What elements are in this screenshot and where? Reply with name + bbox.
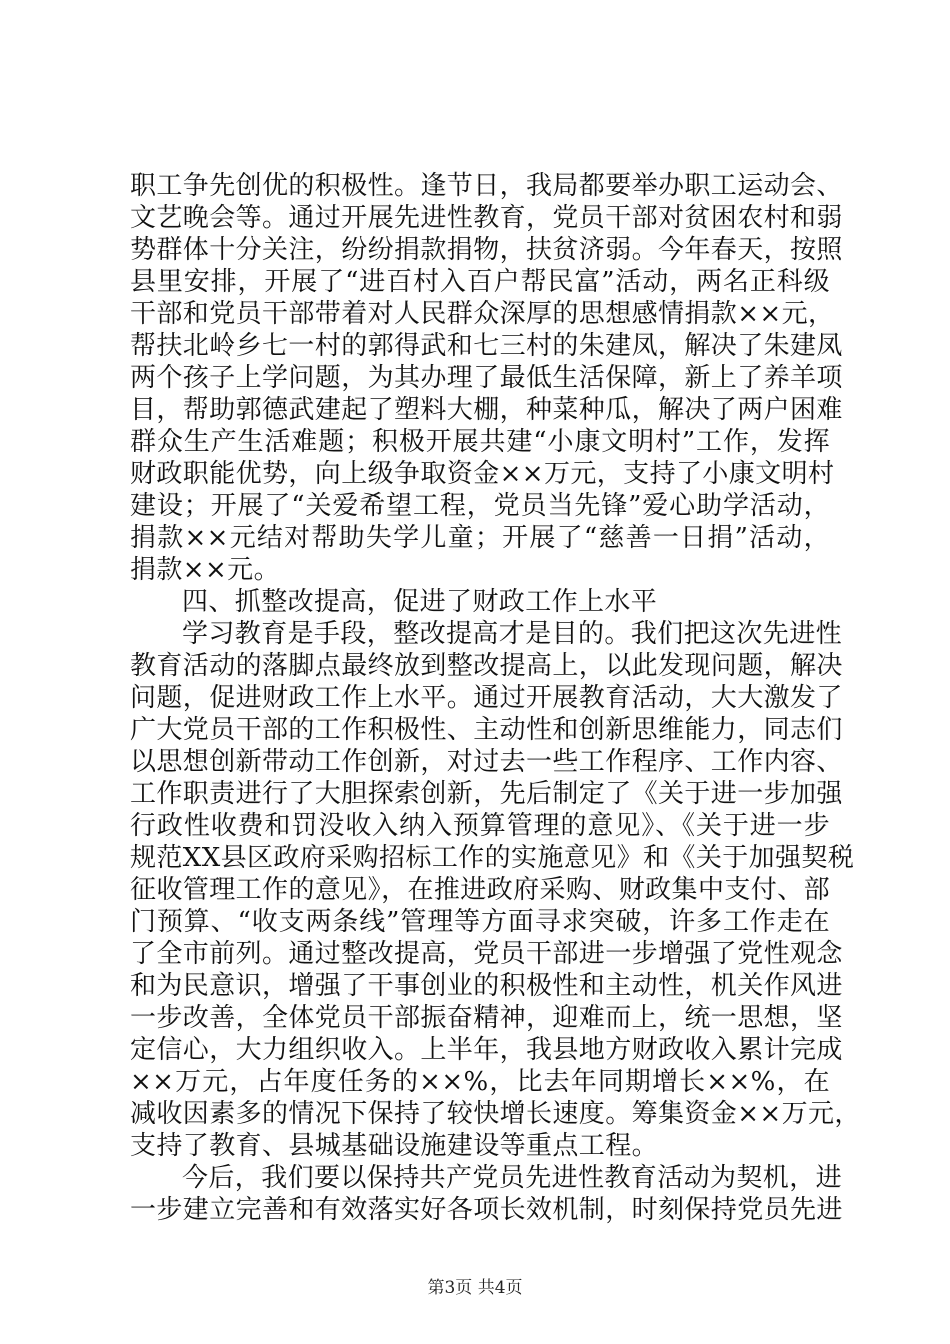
text-line: 目，帮助郭德武建起了塑料大棚，种菜种瓜，解决了两户困难 [130, 395, 843, 425]
text-line: 帮扶北岭乡七一村的郭得武和七三村的朱建凤，解决了朱建凤 [130, 331, 843, 361]
text-line: 干部和党员干部带着对人民群众深厚的思想感情捐款××元， [130, 299, 835, 329]
text-line: 群众生产生活难题；积极开展共建“小康文明村”工作，发挥 [130, 427, 830, 457]
page-footer: 第3页 共4页 [427, 1278, 523, 1298]
text-line: 支持了教育、县城基础设施建设等重点工程。 [130, 1131, 659, 1161]
text-line: ××万元，占年度任务的××%，比去年同期增长××%，在 [130, 1067, 830, 1097]
text-line: 县里安排，开展了“进百村入百户帮民富”活动，两名正科级 [130, 267, 830, 297]
text-line: 文艺晚会等。通过开展先进性教育，党员干部对贫困农村和弱 [130, 203, 843, 233]
text-line: 广大党员干部的工作积极性、主动性和创新思维能力，同志们 [130, 715, 843, 745]
text-line: 问题，促进财政工作上水平。通过开展教育活动，大大激发了 [130, 683, 843, 713]
text-line: 门预算、“收支两条线”管理等方面寻求突破，许多工作走在 [130, 907, 830, 937]
text-line: 建设；开展了“关爱希望工程，党员当先锋”爱心助学活动， [130, 491, 830, 521]
text-line: 势群体十分关注，纷纷捐款捐物，扶贫济弱。今年春天，按照 [130, 235, 843, 265]
text-line: 行政性收费和罚没收入纳入预算管理的意见》、《关于进一步 [130, 811, 830, 841]
text-line: 捐款××元。 [130, 555, 280, 585]
text-line: 规范XX县区政府采购招标工作的实施意见》和《关于加强契税 [130, 843, 855, 873]
text-line: 职工争先创优的积极性。逢节日，我局都要举办职工运动会、 [130, 171, 843, 201]
body-text [130, 170, 861, 1226]
paragraph-first-line: 四、抓整改提高，促进了财政工作上水平 [182, 587, 658, 617]
text-line: 征收管理工作的意见》，在推进政府采购、财政集中支付、部 [130, 875, 830, 905]
text-line: 一步改善，全体党员干部振奋精神，迎难而上，统一思想，坚 [130, 1003, 843, 1033]
text-line: 和为民意识，增强了干事创业的积极性和主动性，机关作风进 [130, 971, 843, 1001]
text-line: 工作职责进行了大胆探索创新，先后制定了《关于进一步加强 [130, 779, 843, 809]
text-line: 定信心，大力组织收入。上半年，我县地方财政收入累计完成 [130, 1035, 843, 1065]
text-line: 减收因素多的情况下保持了较快增长速度。筹集资金××万元， [130, 1099, 861, 1129]
text-line: 教育活动的落脚点最终放到整改提高上，以此发现问题，解决 [130, 651, 843, 681]
text-line: 一步建立完善和有效落实好各项长效机制，时刻保持党员先进 [130, 1195, 843, 1225]
text-line: 财政职能优势，向上级争取资金××万元，支持了小康文明村 [130, 459, 835, 489]
text-line: 了全市前列。通过整改提高，党员干部进一步增强了党性观念 [130, 939, 843, 969]
text-line: 捐款××元结对帮助失学儿童；开展了“慈善一日捐”活动， [130, 523, 830, 553]
paragraph-first-line: 今后，我们要以保持共产党员先进性教育活动为契机，进 [182, 1163, 843, 1193]
text-line: 以思想创新带动工作创新，对过去一些工作程序、工作内容、 [130, 747, 843, 777]
text-line: 两个孩子上学问题，为其办理了最低生活保障，新上了养羊项 [130, 363, 843, 393]
paragraph-first-line: 学习教育是手段，整改提高才是目的。我们把这次先进性 [182, 619, 843, 649]
